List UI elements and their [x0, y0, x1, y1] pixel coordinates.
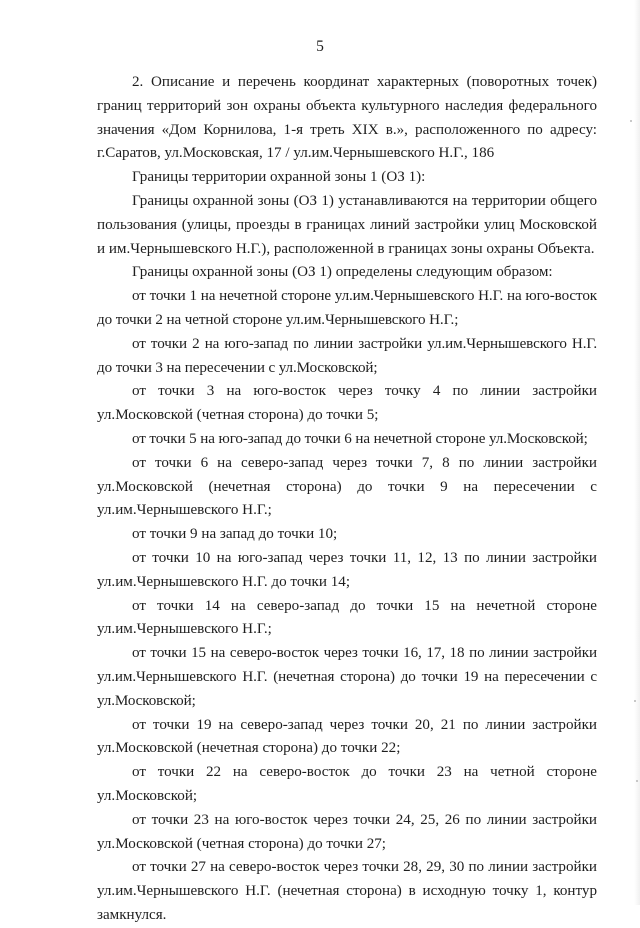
zone-description-paragraph: Границы охранной зоны (ОЗ 1) устанавливаются на территории общего пользования (улицы, проезды в границах линий застройки улиц Московской и им.Чернышевского Н.Г.), расположенной в границах зоны охраны Объекта.	[97, 192, 597, 257]
boundary-segment-paragraph: от точки 22 на северо-восток до точки 23 на четной стороне ул.Московской;	[97, 764, 597, 804]
boundary-segment-paragraph: от точки 27 на северо-восток через точки 28, 29, 30 по линии застройки ул.им.Чернышевского Н.Г. (нечетная сторона) в исходную точку 1, контур замкнулся.	[97, 859, 597, 923]
scan-speck	[630, 120, 632, 122]
boundary-segment-paragraph: от точки 14 на северо-запад до точки 15 на нечетной стороне ул.им.Чернышевского Н.Г.;	[97, 597, 597, 638]
boundary-segment-paragraph: от точки 2 на юго-запад по линии застройки ул.им.Чернышевского Н.Г. до точки 3 на пересечении с ул.Московской;	[97, 335, 597, 376]
boundary-intro-paragraph: Границы охранной зоны (ОЗ 1) определены следующим образом:	[132, 264, 553, 281]
document-body	[97, 71, 597, 928]
zone-title-paragraph: Границы территории охранной зоны 1 (ОЗ 1):	[132, 169, 426, 186]
boundary-segment-paragraph: от точки 23 на юго-восток через точки 24, 25, 26 по линии застройки ул.Московской (четная сторона) до точки 27;	[97, 811, 597, 852]
section-heading-paragraph: 2. Описание и перечень координат характерных (поворотных точек) границ территорий зон охраны объекта культурного наследия федерального значения «Дом Корнилова, 1-я треть XIX в.», расположенного по адресу: г.Саратов, ул.Московская, 17 / ул.им.Чернышевского Н.Г., 186	[97, 74, 597, 162]
boundary-segment-paragraph: от точки 5 на юго-запад до точки 6 на нечетной стороне ул.Московской;	[132, 430, 588, 447]
boundary-segment-paragraph: от точки 1 на нечетной стороне ул.им.Чернышевского Н.Г. на юго-восток до точки 2 на четной стороне ул.им.Чернышевского Н.Г.;	[97, 288, 597, 328]
page-number: 5	[316, 38, 324, 55]
boundary-segment-paragraph: от точки 19 на северо-запад через точки 20, 21 по линии застройки ул.Московской (нечетная сторона) до точки 22;	[97, 716, 597, 757]
boundary-segment-paragraph: от точки 10 на юго-запад через точки 11, 12, 13 по линии застройки ул.им.Чернышевского Н.Г. до точки 14;	[97, 549, 597, 590]
boundary-segment-paragraph: от точки 3 на юго-восток через точку 4 по линии застройки ул.Московской (четная сторона) до точки 5;	[97, 383, 597, 424]
boundary-segment-paragraph: от точки 9 на запад до точки 10;	[132, 526, 338, 543]
boundary-segment-paragraph: от точки 6 на северо-запад через точки 7, 8 по линии застройки ул.Московской (нечетная сторона) до точки 9 на пересечении с ул.им.Чернышевского Н.Г.;	[97, 454, 597, 519]
scan-speck	[634, 700, 636, 702]
scan-edge-shading	[634, 0, 640, 905]
scan-speck	[636, 780, 638, 782]
boundary-segment-paragraph: от точки 15 на северо-восток через точки 16, 17, 18 по линии застройки ул.им.Чернышевского Н.Г. (нечетная сторона) до точки 19 на пересечении с ул.Московской;	[97, 645, 597, 709]
